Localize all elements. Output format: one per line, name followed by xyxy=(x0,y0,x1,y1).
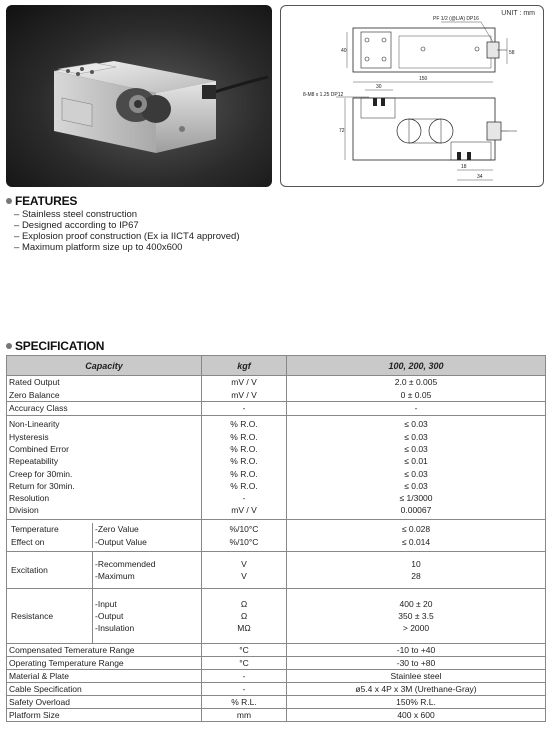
table-row: Cable Specification - ø5.4 x 4P x 3M (Urethane-Gray) xyxy=(7,683,546,696)
specification-heading: SPECIFICATION xyxy=(6,339,104,353)
bullet-icon xyxy=(6,198,12,204)
dim-b1: 18 xyxy=(461,164,467,170)
load-cell-image xyxy=(6,5,272,187)
dim-length: 150 xyxy=(419,76,428,82)
header-values: 100, 200, 300 xyxy=(287,356,546,376)
specification-table xyxy=(6,355,546,722)
table-row: Platform Size mm 400 x 600 xyxy=(7,709,546,722)
header-capacity: Capacity xyxy=(7,356,202,376)
table-row: Operating Temperature Range °C -30 to +80 xyxy=(7,657,546,670)
feature-list xyxy=(14,209,240,253)
feature-item: – Designed according to IP67 xyxy=(14,220,240,231)
table-row: Rated Output Zero Balance mV / V mV / V 2.0 ± 0.005 0 ± 0.05 xyxy=(7,376,546,402)
dim-b2: 34 xyxy=(477,174,483,180)
table-row-resistance: Resistance -Input -Output -Insulation Ω Ω MΩ 400 ± 20 350 ± 3.5 > 2000 xyxy=(7,589,546,644)
feature-item: – Explosion proof construction (Ex ia IICT4 approved) xyxy=(14,231,240,242)
table-row: Safety Overload % R.L. 150% R.L. xyxy=(7,696,546,709)
table-row: Accuracy Class - - xyxy=(7,402,546,416)
feature-item: – Stainless steel construction xyxy=(14,209,240,220)
dim-left-vert: 40 xyxy=(341,48,347,54)
dim-w1: 30 xyxy=(376,84,382,90)
feature-item: – Maximum platform size up to 400x600 xyxy=(14,242,240,253)
table-row: Material & Plate - Stainlee steel xyxy=(7,670,546,683)
table-row-excitation: Excitation -Recommended -Maximum V V 10 28 xyxy=(7,552,546,589)
dim-right-vert: 58 xyxy=(509,50,515,56)
dim-side-hole: 8-M8 x 1.25 DP12 xyxy=(303,92,344,98)
features-heading: FEATURES xyxy=(6,194,77,208)
table-row-temperature: Temperature Effect on -Zero Value -Output Value %/10°C %/10°C ≤ 0.028 ≤ 0.014 xyxy=(7,520,546,552)
table-row: Non-Linearity Hysteresis Combined Error Repeatability Creep for 30min. Return for 30min. Resolution Division % R.O. % R.O. % R.O. % R.O. % R.O. % R.O. - mV / V ≤ 0.03 ≤ 0.03 ≤ 0.03 ≤ 0.01 ≤ 0.03 ≤ 0.03 ≤ 1/3000 0.00067 xyxy=(7,416,546,520)
table-header-row xyxy=(7,356,546,376)
header-unit: kgf xyxy=(202,356,287,376)
unit-label: UNIT : mm xyxy=(501,10,535,17)
dim-h1: 72 xyxy=(339,128,345,134)
technical-drawing xyxy=(281,6,544,187)
dim-top-note: PF 1/2 (@L/A) DP16 xyxy=(433,16,479,22)
table-row: Compensated Temerature Range °C -10 to +40 xyxy=(7,644,546,657)
product-photo xyxy=(6,5,272,187)
dimension-drawing xyxy=(280,5,544,187)
bullet-icon xyxy=(6,343,12,349)
